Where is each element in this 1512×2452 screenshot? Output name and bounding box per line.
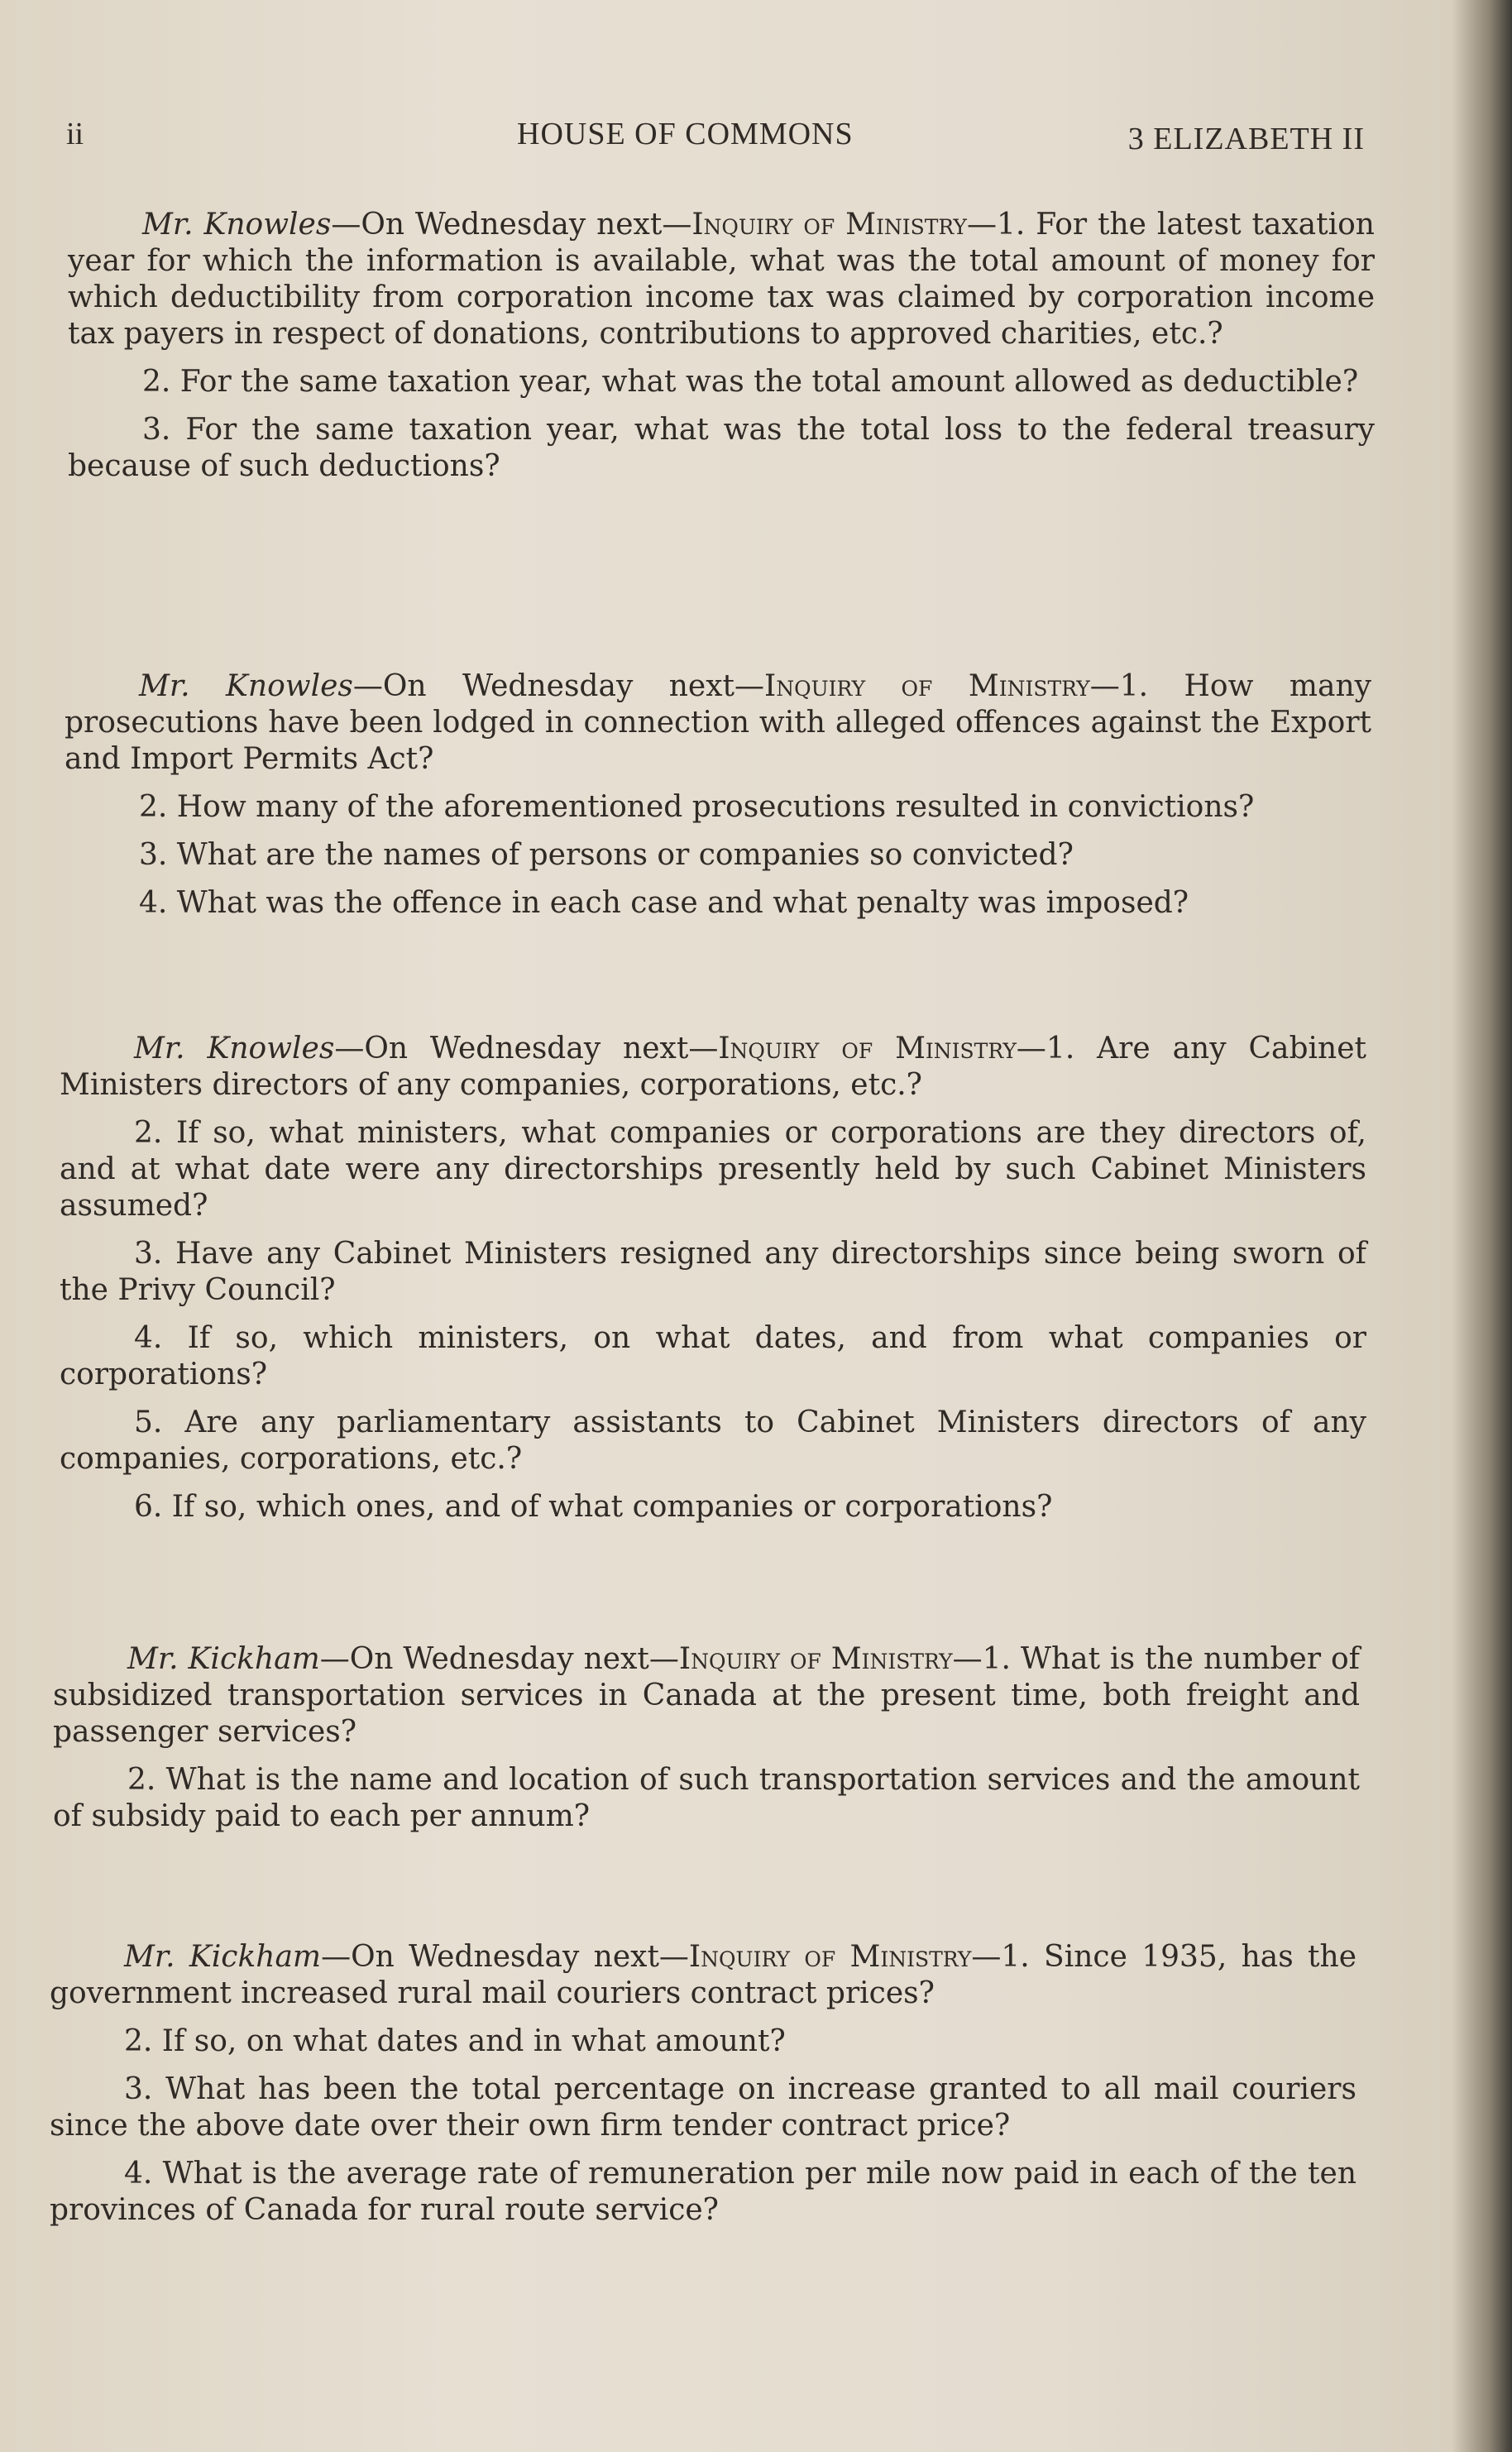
page-header [66,116,1365,165]
inquiry-heading: Inquiry of Ministry [691,208,967,242]
question-paragraph: Mr. Knowles—On Wednesday next—Inquiry of Ministry—1. Are any Cabinet Ministers directors of any companies, corporations, etc.? [60,1032,1366,1102]
question-paragraph: 2. If so, what ministers, what companies or corporations are they directors of, and at what date were any directorships presently held by such Cabinet Ministers assumed? [60,1116,1366,1223]
question-paragraph: 3. Have any Cabinet Ministers resigned any directorships since being sworn of the Privy Council? [60,1237,1366,1307]
question-paragraph: 2. For the same taxation year, what was the total amount allowed as deductible? [142,365,1359,399]
inquiry-entry [68,207,1375,496]
inquiry-heading: Inquiry of Ministry [718,1032,1017,1066]
member-name: Mr. Kickham [127,1642,320,1676]
inquiry-entry [50,1939,1356,2240]
question-paragraph: 4. What is the average rate of remuneration per mile now paid in each of the ten provinces of Canada for rural route service? [50,2157,1356,2227]
member-name: Mr. Knowles [139,669,353,703]
inquiry-entry [60,1031,1366,1537]
page-title: HOUSE OF COMMONS [517,117,854,151]
question-paragraph: 5. Are any parliamentary assistants to Cabinet Ministers directors of any companies, corporations, etc.? [60,1406,1366,1476]
inquiry-heading: Inquiry of Ministry [688,1940,972,1974]
question-paragraph: 3. What has been the total percentage on increase granted to all mail couriers since the above date over their own firm tender contract price? [50,2072,1356,2143]
question-paragraph: Mr. Kickham—On Wednesday next—Inquiry of Ministry—1. What is the number of subsidized transportation services in Canada at the present time, both freight and passenger services? [53,1642,1361,1749]
inquiry-entry [53,1641,1360,1846]
question-paragraph: 2. How many of the aforementioned prosecutions resulted in convictions? [139,790,1255,824]
question-paragraph: Mr. Kickham—On Wednesday next—Inquiry of Ministry—1. Since 1935, has the government increased rural mail couriers contract prices? [50,1940,1357,2010]
page-number: ii [66,117,84,151]
session-label: 3 ELIZABETH II [1127,122,1365,156]
inquiry-heading: Inquiry of Ministry [764,669,1090,703]
member-name: Mr. Kickham [124,1940,322,1974]
member-name: Mr. Knowles [134,1032,335,1066]
question-paragraph: 2. If so, on what dates and in what amount? [124,2024,786,2058]
inquiry-entry [65,668,1371,933]
question-paragraph: 4. What was the offence in each case and what penalty was imposed? [139,886,1189,920]
question-paragraph: 3. For the same taxation year, what was the total loss to the federal treasury because of such deductions? [68,413,1375,483]
question-paragraph: 3. What are the names of persons or companies so convicted? [139,838,1074,872]
question-paragraph: 4. If so, which ministers, on what dates, and from what companies or corporations? [60,1321,1366,1391]
question-paragraph: 2. What is the name and location of such transportation services and the amount of subsidy paid to each per annum? [53,1763,1360,1833]
inquiry-heading: Inquiry of Ministry [678,1642,953,1676]
question-paragraph: Mr. Knowles—On Wednesday next—Inquiry of Ministry—1. How many prosecutions have been lodged in connection with alleged offences against the Export and Import Permits Act? [65,669,1371,776]
question-paragraph: Mr. Knowles—On Wednesday next—Inquiry of Ministry—1. For the latest taxation year for which the information is available, what was the total amount of money for which deductibility from corporation income tax was claimed by corporation income tax payers in respect of donations, contributions to approved charities, etc.? [68,208,1375,351]
question-paragraph: 6. If so, which ones, and of what companies or corporations? [134,1490,1053,1524]
member-name: Mr. Knowles [142,208,332,242]
